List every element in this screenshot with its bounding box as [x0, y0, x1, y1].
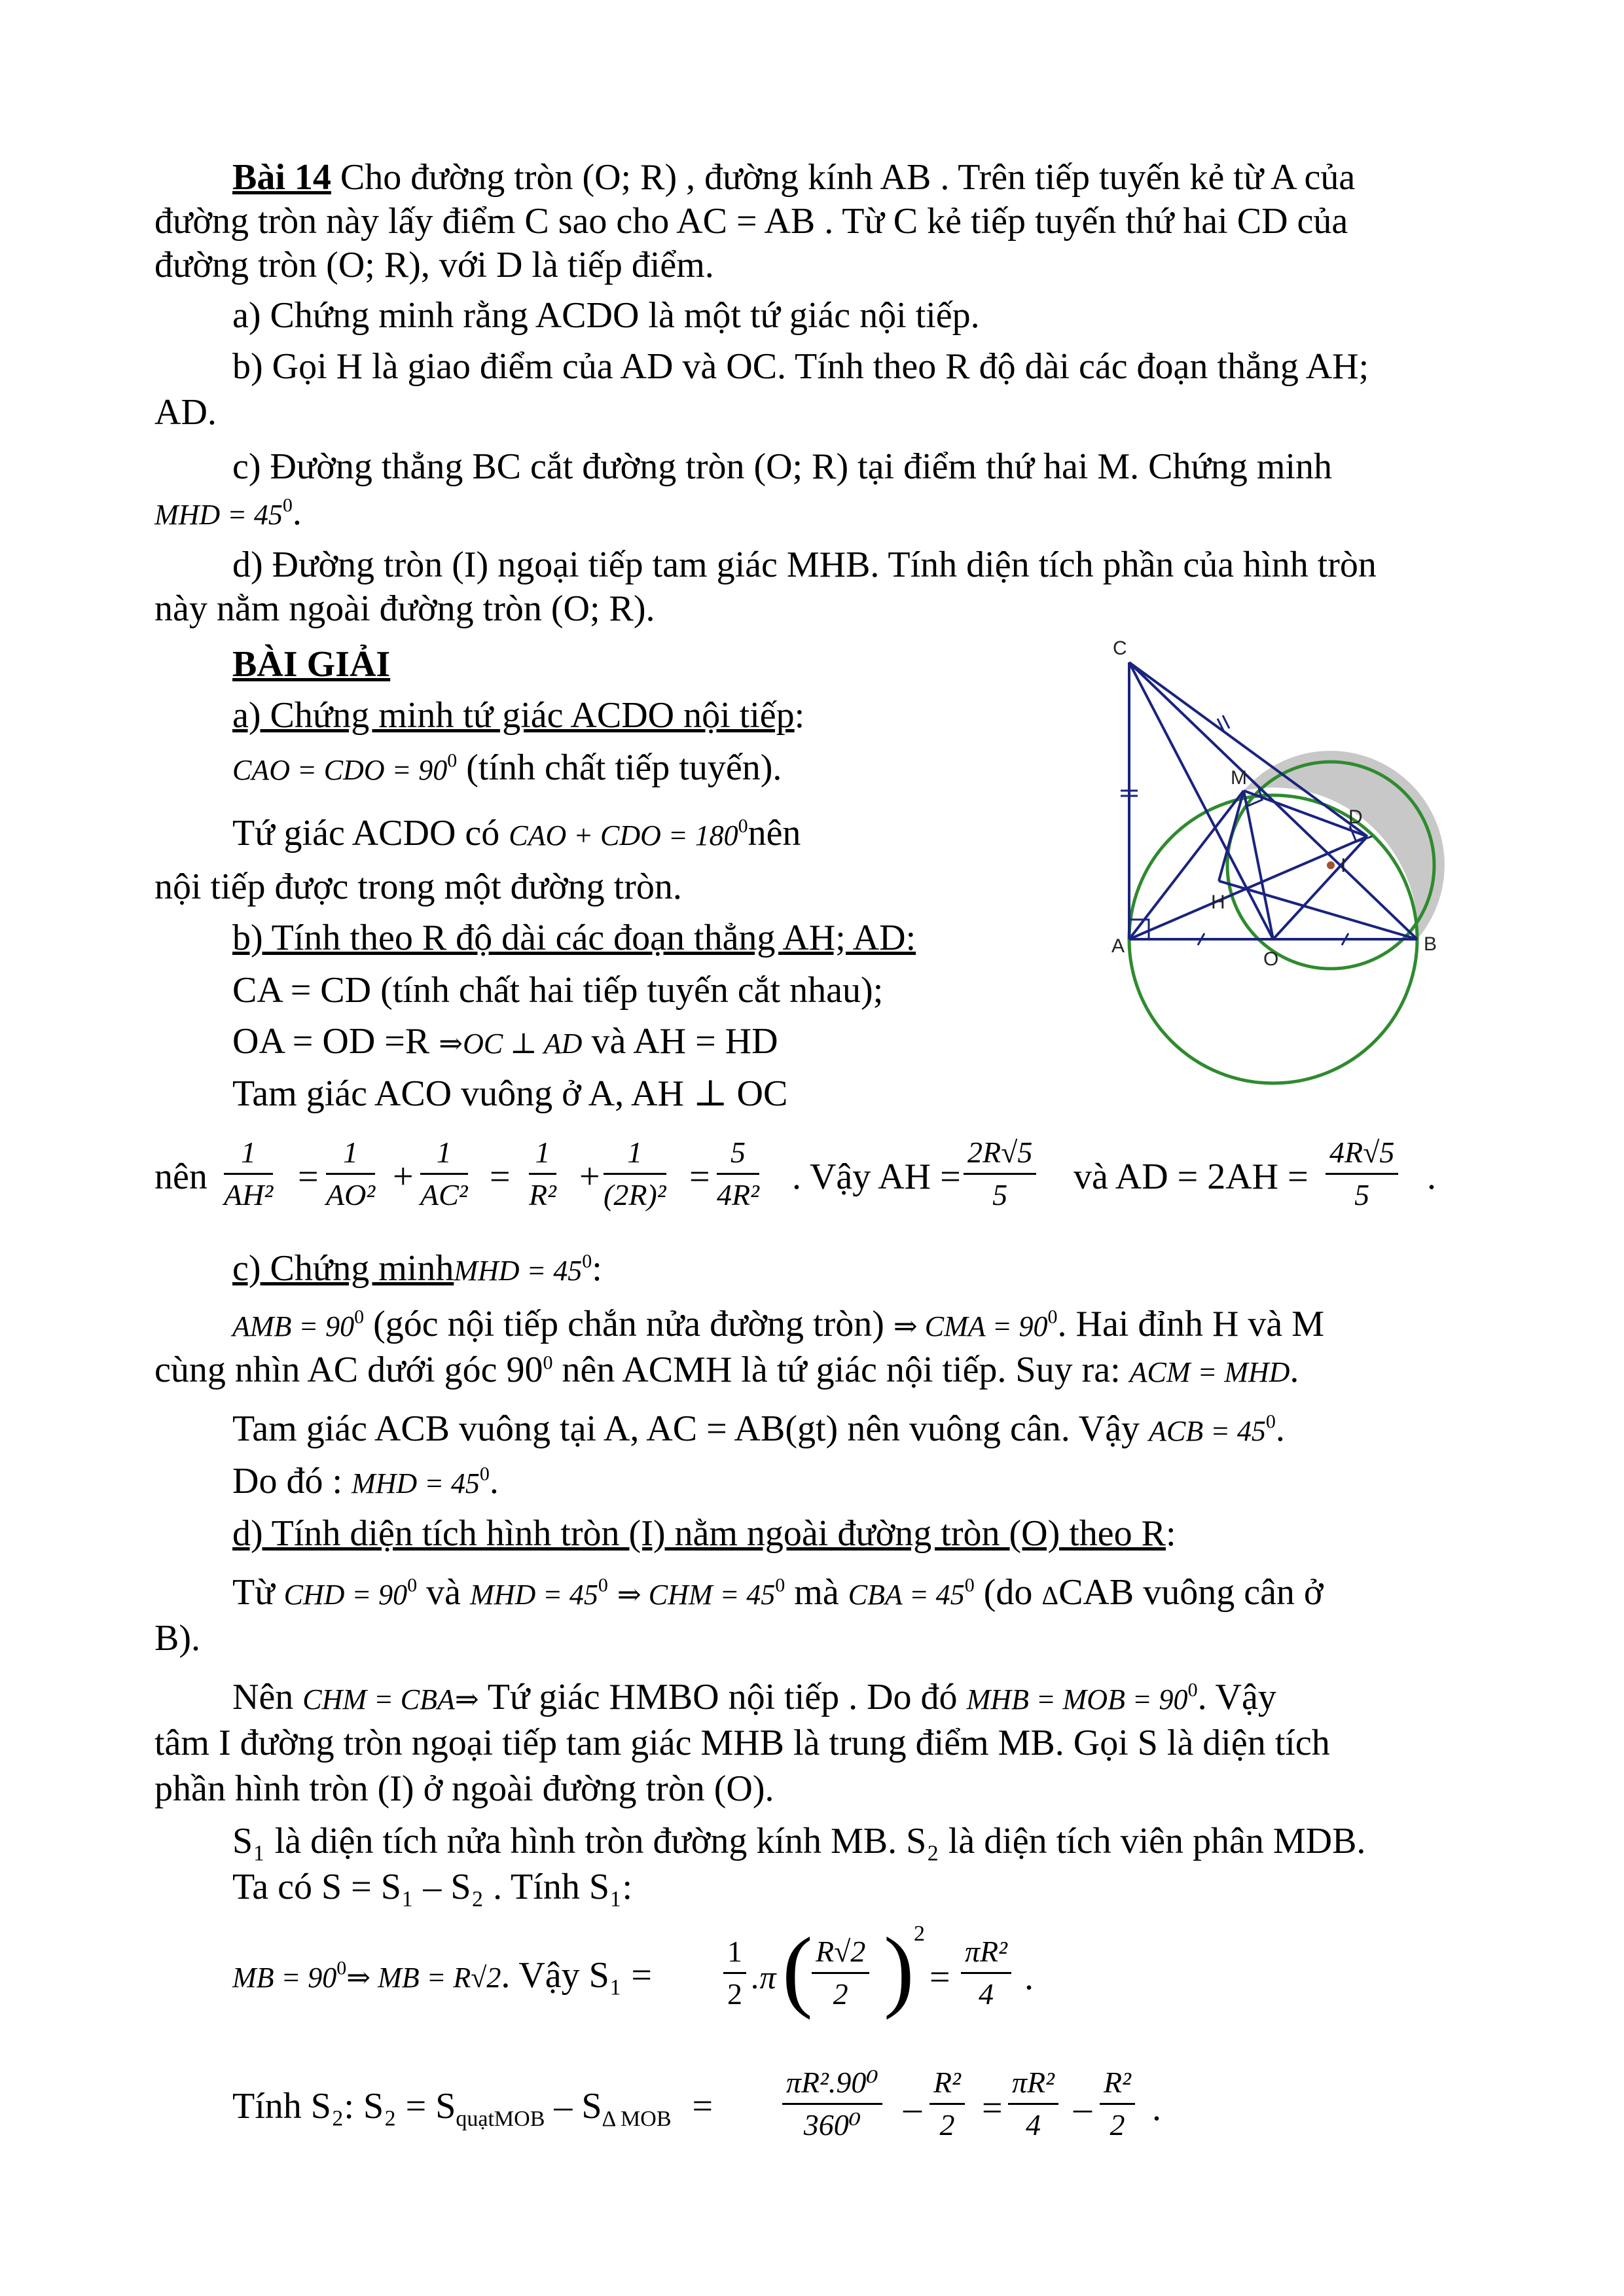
- formula-lead: nên: [154, 1157, 208, 1197]
- c-line-2-mid: nên ACMH là tứ giác nội tiếp. Suy ra:: [552, 1350, 1130, 1390]
- frac-num: πR²: [961, 1934, 1011, 1974]
- degree-mark: 0: [1187, 1679, 1198, 1701]
- angle-marks: [1121, 715, 1372, 945]
- frac-den: 360⁰: [803, 2108, 861, 2142]
- frac-num: 1: [604, 1135, 666, 1175]
- label-c: C: [1113, 637, 1127, 659]
- triangle-symbol: Δ: [1041, 1581, 1059, 1610]
- solution-heading: BÀI GIẢI: [232, 644, 391, 685]
- segment-od: [1273, 836, 1367, 939]
- d-line-3-a: Nên: [232, 1677, 303, 1717]
- frac-1-ao2: [326, 1135, 375, 1213]
- problem-part-b-1: b) Gọi H là giao điểm của AD và OC. Tính theo R độ dài các đoạn thẳng AH;: [232, 346, 1369, 387]
- label-b: B: [1424, 933, 1437, 955]
- degree-mark: 0: [407, 1574, 418, 1596]
- a-title-text: a) Chứng minh tứ giác ACDO nội tiếp: [232, 695, 795, 736]
- s1-line-text: . Vậy S₁ =: [501, 1955, 652, 1996]
- equals-sign: =: [929, 1957, 950, 1998]
- c-line-2-text: cùng nhìn AC dưới góc 90: [154, 1350, 543, 1390]
- solution-b-line-1: CA = CD (tính chất hai tiếp tuyến cắt nhau);: [232, 970, 884, 1011]
- d-line-1-a: Từ: [232, 1572, 284, 1613]
- c-line-1-text: (góc nội tiếp chắn nửa đường tròn): [364, 1304, 893, 1344]
- solution-c-line-3: Tam giác ACB vuông tại A, AC = AB(gt) nên vuông cân. Vậy ACB = $45^0$.: [232, 1408, 1285, 1449]
- problem-part-c-2: MHD = $45^0$.: [154, 492, 302, 533]
- solution-a-line-1: [232, 746, 782, 792]
- frac-r2-over-2: [1100, 2065, 1135, 2143]
- degree-mark: 0: [479, 1463, 490, 1485]
- square-exponent: 2: [914, 1922, 925, 1946]
- frac-ah-value: [964, 1135, 1036, 1213]
- s2-line-text: [232, 2085, 713, 2132]
- c-title-text: c) Chứng minh: [232, 1248, 454, 1289]
- frac-den: AH²: [224, 1178, 274, 1211]
- degree-mark: 0: [775, 1574, 785, 1596]
- math-acm-mhd: ACM = MHD: [1129, 1356, 1290, 1388]
- s2-text-b: – S: [545, 2086, 602, 2126]
- problem-intro-1: Cho đường tròn (O; R) , đường kính AB . Trên tiếp tuyến kẻ từ A của: [331, 157, 1356, 198]
- frac-r-sqrt2-over-2: [812, 1934, 869, 2012]
- frac-num: R²: [1100, 2065, 1135, 2105]
- segment-om: [1244, 791, 1273, 939]
- frac-den: 4: [978, 1977, 994, 2011]
- solution-d-line-1: [232, 1571, 1324, 1617]
- tick-cd-2: [1223, 715, 1229, 728]
- problem-part-b-2: AD.: [154, 392, 217, 433]
- solution-d-line-7: Ta có S = S₁ – S₂ . Tính S₁:: [232, 1867, 633, 1907]
- degree-mark: 0: [354, 1306, 365, 1328]
- frac-den: AC²: [420, 1178, 468, 1211]
- geometry-figure: [1100, 628, 1466, 1100]
- frac-num: 2R√5: [964, 1135, 1036, 1175]
- d-line-3-b: Tứ giác HMBO nội tiếp . Do đó: [478, 1677, 967, 1717]
- math-mhd-45: MHD = 45: [454, 1255, 583, 1287]
- math-mb-r-sqrt2: ⇒ MB = R√2: [346, 1962, 501, 1994]
- degree-mark: 0: [582, 1250, 592, 1272]
- frac-den: 2: [1110, 2108, 1125, 2142]
- frac-1-ac2: [420, 1135, 468, 1213]
- label-d: D: [1348, 806, 1363, 828]
- d-line-1-e: CAB vuông cân ở: [1058, 1572, 1324, 1613]
- frac-num: πR².90⁰: [782, 2065, 882, 2105]
- c-line-3-text: Tam giác ACB vuông tại A, AC = AB(gt) nên vuông cân. Vậy: [232, 1408, 1149, 1449]
- math-mhd-45: MHD = 45: [154, 499, 283, 531]
- frac-den: 4R²: [717, 1178, 759, 1211]
- s2-sub-quat: quạtMOB: [456, 2107, 545, 2132]
- solution-b-line-2: [232, 1020, 778, 1066]
- frac-1-ah2: [224, 1135, 273, 1213]
- frac-num: 1: [420, 1135, 468, 1175]
- frac-den: 2: [727, 1977, 742, 2011]
- equals-sign: =: [982, 2088, 1003, 2128]
- frac-den: R²: [529, 1178, 556, 1211]
- math-mhb-mob-90: MHB = MOB = 90: [966, 1683, 1188, 1715]
- degree-mark: 0: [282, 494, 293, 516]
- center-i-dot: [1327, 861, 1335, 869]
- frac-num: 1: [326, 1135, 375, 1175]
- frac-num: 1: [723, 1934, 746, 1974]
- frac-den: 2: [939, 2108, 955, 2142]
- equals-sign: =: [298, 1157, 319, 1197]
- d-line-1-d: (do: [974, 1572, 1042, 1613]
- solution-d-title: d) Tính diện tích hình tròn (I) nằm ngoài đường tròn (O) theo R:: [232, 1513, 1176, 1554]
- a-line-2-text: Tứ giác ACDO có: [232, 813, 509, 853]
- label-h: H: [1211, 891, 1225, 913]
- period: .: [1024, 1957, 1034, 1998]
- degree-mark: 0: [964, 1574, 975, 1596]
- solution-d-line-4: tâm I đường tròn ngoại tiếp tam giác MHB là trung điểm MB. Gọi S là diện tích: [154, 1723, 1330, 1763]
- pi-symbol: .π: [751, 1959, 776, 1996]
- frac-1-2r2: [604, 1135, 666, 1213]
- equals-sign: =: [490, 1157, 511, 1197]
- solution-d-line-5: phần hình tròn (I) ở ngoài đường tròn (O).: [154, 1768, 774, 1809]
- math-acb-45: ACB = 45: [1149, 1415, 1266, 1447]
- solution-d-line-6: S₁ là diện tích nửa hình tròn đường kính MB. S₂ là diện tích viên phân MDB.: [232, 1821, 1366, 1861]
- b-line-2-b: và AH = HD: [582, 1021, 778, 1062]
- frac-den: 4: [1025, 2108, 1041, 2142]
- degree-mark: 0: [1047, 1306, 1058, 1328]
- s2-text-a: Tính S₂: S₂ = S: [232, 2086, 456, 2126]
- problem-title: Bài 14: [232, 157, 331, 198]
- minus-sign: –: [1074, 2088, 1092, 2128]
- problem-intro-2: đường tròn này lấy điểm C sao cho AC = AB . Từ C kẻ tiếp tuyến thứ hai CD của: [154, 201, 1348, 242]
- minus-sign: –: [903, 2088, 922, 2128]
- period: .: [1427, 1157, 1436, 1197]
- problem-part-c-1: c) Đường thẳng BC cắt đường tròn (O; R) tại điểm thứ hai M. Chứng minh: [232, 446, 1332, 487]
- degree-mark: 0: [447, 749, 458, 772]
- math-cma-90: ⇒ CMA = 90: [893, 1310, 1048, 1342]
- solution-b-title: [232, 916, 916, 960]
- degree-mark: 0: [1265, 1410, 1276, 1433]
- frac-sector: [782, 2065, 882, 2143]
- frac-1-r2: [529, 1135, 556, 1213]
- problem-line-1: [232, 156, 1355, 199]
- frac-pi-r2-over-4: [961, 1934, 1011, 2012]
- solution-c-line-1: [232, 1302, 1324, 1348]
- s1-line-math: [232, 1954, 652, 2000]
- solution-c-line-2: cùng nhìn AC dưới góc $90^0$ nên ACMH là tứ giác nội tiếp. Suy ra: ACM = MHD.: [154, 1350, 1299, 1390]
- problem-part-d-1: d) Đường tròn (I) ngoại tiếp tam giác MHB. Tính diện tích phần của hình tròn: [232, 545, 1377, 585]
- math-chm-45: ⇒ CHM = 45: [617, 1579, 776, 1611]
- period: .: [1152, 2088, 1161, 2128]
- solution-c-line-4: Do đó : MHD = $45^0$.: [232, 1461, 499, 1501]
- label-o: O: [1263, 948, 1279, 970]
- b-title-text: b) Tính theo R độ dài các đoạn thẳng AH; AD:: [232, 918, 916, 958]
- plus-sign: +: [393, 1157, 414, 1197]
- degree-mark: 0: [738, 815, 748, 837]
- label-m: M: [1231, 767, 1247, 789]
- c-line-4-text: Do đó :: [232, 1461, 352, 1501]
- d-line-1-b: và: [417, 1572, 471, 1613]
- math-sum-180: CAO + CDO = 180: [509, 819, 738, 852]
- frac-num: 5: [717, 1135, 759, 1175]
- formula-and-text: và AD = 2AH =: [1074, 1157, 1308, 1197]
- frac-one-half: [723, 1934, 746, 2012]
- math-mb-90: MB = 90: [232, 1962, 337, 1994]
- solution-c-title: c) Chứng minhMHD = $45^0$:: [232, 1248, 602, 1289]
- plus-sign: +: [579, 1157, 600, 1197]
- solution-a-line-2: [232, 812, 801, 857]
- b-line-2-a: OA = OD =R: [232, 1021, 439, 1062]
- a-line-2-end: nên: [748, 813, 801, 853]
- d-line-3-c: . Vậy: [1197, 1677, 1276, 1717]
- c-line-1-end: . Hai đỉnh H và M: [1057, 1304, 1325, 1344]
- equals-sign: =: [689, 1157, 710, 1197]
- math-cao-cdo-90: CAO = CDO = 90: [232, 754, 448, 786]
- equals-sign: =: [692, 2086, 713, 2126]
- frac-5-4r2: [717, 1135, 759, 1213]
- frac-den: AO²: [326, 1178, 376, 1211]
- frac-num: 1: [529, 1135, 556, 1175]
- solution-a-line-3: nội tiếp được trong một đường tròn.: [154, 867, 682, 907]
- solution-b-line-3: Tam giác ACO vuông ở A, AH ⊥ OC: [232, 1073, 788, 1114]
- math-chm-cba: CHM = CBA⇒: [302, 1683, 479, 1715]
- frac-den: 5: [992, 1178, 1008, 1211]
- label-a: A: [1111, 935, 1125, 957]
- problem-intro-3: đường tròn (O; R), với D là tiếp điểm.: [154, 245, 714, 285]
- math-mhd-45: MHD = 45: [470, 1579, 598, 1611]
- solution-a-title: a) Chứng minh tứ giác ACDO nội tiếp:: [232, 695, 805, 736]
- label-i: I: [1341, 855, 1346, 876]
- frac-pi-r2-over-4: [1008, 2065, 1058, 2143]
- solution-d-line-3: [232, 1676, 1276, 1721]
- s2-sub-triangle: Δ MOB: [602, 2107, 672, 2132]
- frac-den: 5: [1354, 1178, 1370, 1211]
- frac-num: R√2: [812, 1934, 869, 1974]
- problem-part-d-2: này nằm ngoài đường tròn (O; R).: [154, 588, 655, 629]
- math-chd-90: CHD = 90: [283, 1579, 408, 1611]
- d-title-text: d) Tính diện tích hình tròn (I) nằm ngoài đường tròn (O) theo R: [232, 1513, 1166, 1554]
- right-paren: ): [884, 1919, 914, 2020]
- frac-num: πR²: [1008, 2065, 1058, 2105]
- segment-ad: [1129, 836, 1367, 939]
- frac-r2-over-2: [929, 2065, 965, 2143]
- degree-mark: 0: [543, 1352, 553, 1374]
- math-amb-90: AMB = 90: [232, 1310, 355, 1342]
- math-cba-45: CBA = 45: [848, 1579, 965, 1611]
- left-paren: (: [782, 1919, 813, 2020]
- formula-mid-text: . Vậy AH =: [792, 1157, 961, 1197]
- frac-num: 1: [224, 1135, 273, 1175]
- frac-num: R²: [929, 2065, 965, 2105]
- solution-d-line-2: B).: [154, 1618, 200, 1659]
- d-line-1-c: mà: [785, 1572, 848, 1613]
- problem-part-a: a) Chứng minh rằng ACDO là một tứ giác nội tiếp.: [232, 295, 980, 336]
- degree-mark: 0: [336, 1957, 347, 1979]
- a-line-1-text: (tính chất tiếp tuyến).: [457, 747, 782, 788]
- frac-den: 2: [833, 1977, 848, 2011]
- math-mhd-45: MHD = 45: [352, 1467, 480, 1499]
- math-oc-perp-ad: ⇒OC ⊥ AD: [439, 1028, 583, 1060]
- frac-num: 4R√5: [1326, 1135, 1398, 1175]
- frac-den: (2R)²: [604, 1178, 666, 1211]
- frac-ad-value: [1326, 1135, 1398, 1213]
- degree-mark: 0: [598, 1574, 608, 1596]
